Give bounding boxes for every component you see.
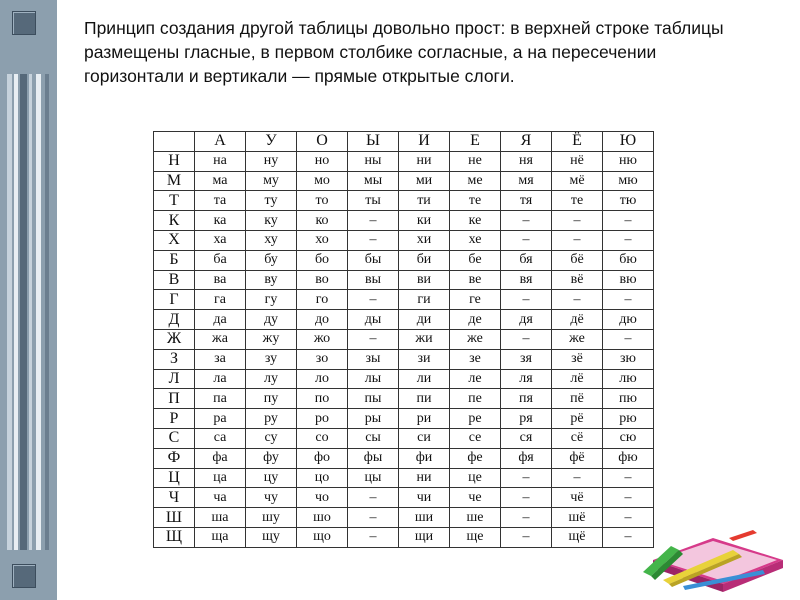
consonant-cell: С xyxy=(154,428,195,448)
syllable-cell: пе xyxy=(450,389,501,409)
syllable-cell: мю xyxy=(603,171,654,191)
syllable-cell: жа xyxy=(195,329,246,349)
table-row xyxy=(154,369,654,389)
syllable-cell: до xyxy=(297,310,348,330)
syllable-cell: бо xyxy=(297,250,348,270)
table-row xyxy=(154,508,654,528)
syllable-cell: вя xyxy=(501,270,552,290)
consonant-cell: К xyxy=(154,211,195,231)
syllable-cell: – xyxy=(348,329,399,349)
syllable-cell: – xyxy=(603,468,654,488)
syllable-cell: то xyxy=(297,191,348,211)
table-row xyxy=(154,527,654,547)
syllable-cell: пя xyxy=(501,389,552,409)
syllable-cell: дя xyxy=(501,310,552,330)
syllable-cell: чё xyxy=(552,488,603,508)
syllable-cell: тю xyxy=(603,191,654,211)
table-row xyxy=(154,191,654,211)
syllable-cell: – xyxy=(552,290,603,310)
table-row xyxy=(154,171,654,191)
syllable-cell: шё xyxy=(552,508,603,528)
table-row xyxy=(154,250,654,270)
syllable-cell: лё xyxy=(552,369,603,389)
syllable-cell: ми xyxy=(399,171,450,191)
syllable-cell: мы xyxy=(348,171,399,191)
syllable-cell: фя xyxy=(501,448,552,468)
syllable-cell: ти xyxy=(399,191,450,211)
sidebar-stripe xyxy=(7,74,12,550)
syllable-cell: чу xyxy=(246,488,297,508)
table-header-row xyxy=(154,132,654,152)
syllable-cell: шу xyxy=(246,508,297,528)
syllable-cell: зу xyxy=(246,349,297,369)
book-with-pencils-icon xyxy=(643,520,793,595)
consonant-cell: Г xyxy=(154,290,195,310)
syllable-cell: хо xyxy=(297,230,348,250)
syllable-cell: ды xyxy=(348,310,399,330)
syllable-cell: зе xyxy=(450,349,501,369)
table-row xyxy=(154,211,654,231)
syllable-cell: сё xyxy=(552,428,603,448)
table-row xyxy=(154,389,654,409)
syllable-cell: га xyxy=(195,290,246,310)
syllable-cell: пю xyxy=(603,389,654,409)
syllable-cell: ня xyxy=(501,151,552,171)
syllable-cell: бё xyxy=(552,250,603,270)
vowel-header: И xyxy=(399,132,450,152)
syllable-cell: бя xyxy=(501,250,552,270)
syllable-cell: ну xyxy=(246,151,297,171)
vowel-header: А xyxy=(195,132,246,152)
syllable-cell: ры xyxy=(348,409,399,429)
table-row xyxy=(154,310,654,330)
syllable-cell: ве xyxy=(450,270,501,290)
syllable-cell: ля xyxy=(501,369,552,389)
syllable-cell: – xyxy=(603,211,654,231)
syllable-cell: шо xyxy=(297,508,348,528)
syllable-cell: ву xyxy=(246,270,297,290)
syllable-cell: – xyxy=(348,527,399,547)
syllable-cell: пи xyxy=(399,389,450,409)
vowel-header: У xyxy=(246,132,297,152)
syllable-cell: зи xyxy=(399,349,450,369)
syllable-cell: ны xyxy=(348,151,399,171)
consonant-cell: Б xyxy=(154,250,195,270)
syllable-cell: вю xyxy=(603,270,654,290)
decorative-sidebar xyxy=(0,0,57,600)
syllable-cell: дю xyxy=(603,310,654,330)
syllable-cell: цы xyxy=(348,468,399,488)
syllable-cell: дё xyxy=(552,310,603,330)
syllable-cell: цу xyxy=(246,468,297,488)
syllable-cell: ро xyxy=(297,409,348,429)
syllable-cell: що xyxy=(297,527,348,547)
consonant-cell: Д xyxy=(154,310,195,330)
vowel-header: Я xyxy=(501,132,552,152)
syllable-cell: бу xyxy=(246,250,297,270)
syllable-cell: щи xyxy=(399,527,450,547)
syllable-cell: – xyxy=(501,527,552,547)
syllable-cell: ча xyxy=(195,488,246,508)
consonant-cell: Л xyxy=(154,369,195,389)
syllable-cell: ря xyxy=(501,409,552,429)
syllable-cell: ты xyxy=(348,191,399,211)
syllable-cell: тя xyxy=(501,191,552,211)
syllable-cell: – xyxy=(552,230,603,250)
syllable-cell: фё xyxy=(552,448,603,468)
sidebar-stripe xyxy=(20,74,27,550)
syllable-cell: си xyxy=(399,428,450,448)
table-row xyxy=(154,468,654,488)
syllable-cell: хе xyxy=(450,230,501,250)
syllable-cell: – xyxy=(501,290,552,310)
syllable-cell: рю xyxy=(603,409,654,429)
syllable-cell: – xyxy=(603,527,654,547)
syllable-cell: зы xyxy=(348,349,399,369)
syllable-cell: за xyxy=(195,349,246,369)
consonant-cell: П xyxy=(154,389,195,409)
syllable-cell: ги xyxy=(399,290,450,310)
syllable-cell: ли xyxy=(399,369,450,389)
syllable-cell: – xyxy=(501,211,552,231)
syllable-cell: чи xyxy=(399,488,450,508)
syllable-cell: – xyxy=(603,488,654,508)
syllable-cell: зю xyxy=(603,349,654,369)
syllable-cell: бю xyxy=(603,250,654,270)
table-row xyxy=(154,488,654,508)
syllable-cell: су xyxy=(246,428,297,448)
sidebar-square-bottom xyxy=(12,564,36,588)
table-row xyxy=(154,448,654,468)
syllable-cell: фу xyxy=(246,448,297,468)
vowel-header: Ы xyxy=(348,132,399,152)
syllable-cell: ге xyxy=(450,290,501,310)
consonant-cell: Х xyxy=(154,230,195,250)
consonant-cell: Т xyxy=(154,191,195,211)
syllable-cell: ри xyxy=(399,409,450,429)
syllable-cell: ту xyxy=(246,191,297,211)
table-row xyxy=(154,151,654,171)
syllable-cell: – xyxy=(603,508,654,528)
table-body xyxy=(154,151,654,547)
syllable-cell: но xyxy=(297,151,348,171)
syllable-cell: фо xyxy=(297,448,348,468)
syllable-cell: ба xyxy=(195,250,246,270)
intro-paragraph: Принцип создания другой таблицы довольно прост: в верхней строке таблицы размещены гласные, в первом столбике согласные, а на пересечении горизонтали и вертикали — прямые открытые слоги. xyxy=(84,18,724,86)
syllable-cell: лу xyxy=(246,369,297,389)
syllable-cell: ди xyxy=(399,310,450,330)
consonant-cell: Ч xyxy=(154,488,195,508)
syllable-cell: – xyxy=(348,508,399,528)
syllable-cell: та xyxy=(195,191,246,211)
syllable-cell: пё xyxy=(552,389,603,409)
syllable-cell: ка xyxy=(195,211,246,231)
syllable-cell: нё xyxy=(552,151,603,171)
syllable-cell: ке xyxy=(450,211,501,231)
table-corner-cell xyxy=(154,132,195,152)
syllable-cell: фе xyxy=(450,448,501,468)
syllable-cell: ме xyxy=(450,171,501,191)
syllable-cell: жу xyxy=(246,329,297,349)
syllable-cell: зя xyxy=(501,349,552,369)
syllable-cell: – xyxy=(501,230,552,250)
table-row xyxy=(154,270,654,290)
syllable-cell: лы xyxy=(348,369,399,389)
syllable-cell: жи xyxy=(399,329,450,349)
syllable-cell: на xyxy=(195,151,246,171)
syllable-cell: щё xyxy=(552,527,603,547)
sidebar-stripe xyxy=(45,74,49,550)
sidebar-stripe xyxy=(36,74,41,550)
syllable-cell: хи xyxy=(399,230,450,250)
syllable-cell: ду xyxy=(246,310,297,330)
syllable-cell: пу xyxy=(246,389,297,409)
syllable-cell: са xyxy=(195,428,246,448)
syllable-cell: сю xyxy=(603,428,654,448)
syllable-cell: ша xyxy=(195,508,246,528)
syllable-cell: не xyxy=(450,151,501,171)
syllable-cell: ва xyxy=(195,270,246,290)
syllable-cell: ви xyxy=(399,270,450,290)
syllable-cell: да xyxy=(195,310,246,330)
syllable-cell: го xyxy=(297,290,348,310)
syllable-cell: фа xyxy=(195,448,246,468)
syllable-cell: – xyxy=(603,290,654,310)
syllable-cell: мё xyxy=(552,171,603,191)
syllable-cell: пы xyxy=(348,389,399,409)
syllable-cell: мо xyxy=(297,171,348,191)
syllable-table xyxy=(153,131,654,548)
syllable-cell: ла xyxy=(195,369,246,389)
syllable-cell: ру xyxy=(246,409,297,429)
syllable-cell: чо xyxy=(297,488,348,508)
syllable-cell: щу xyxy=(246,527,297,547)
syllable-cell: ши xyxy=(399,508,450,528)
syllable-cell: – xyxy=(348,488,399,508)
vowel-header: Ю xyxy=(603,132,654,152)
consonant-cell: В xyxy=(154,270,195,290)
table-row xyxy=(154,290,654,310)
consonant-cell: М xyxy=(154,171,195,191)
syllable-cell: де xyxy=(450,310,501,330)
syllable-cell: по xyxy=(297,389,348,409)
consonant-cell: Н xyxy=(154,151,195,171)
syllable-cell: зо xyxy=(297,349,348,369)
syllable-cell: – xyxy=(501,488,552,508)
syllable-cell: му xyxy=(246,171,297,191)
syllable-cell: сы xyxy=(348,428,399,448)
syllable-cell: ле xyxy=(450,369,501,389)
syllable-cell: ща xyxy=(195,527,246,547)
consonant-cell: Ц xyxy=(154,468,195,488)
syllable-cell: те xyxy=(450,191,501,211)
syllable-cell: ше xyxy=(450,508,501,528)
syllable-cell: фы xyxy=(348,448,399,468)
syllable-cell: ца xyxy=(195,468,246,488)
vowel-header: Ё xyxy=(552,132,603,152)
syllable-cell: – xyxy=(348,290,399,310)
syllable-cell: фи xyxy=(399,448,450,468)
syllable-cell: – xyxy=(552,211,603,231)
syllable-cell: ха xyxy=(195,230,246,250)
table-row xyxy=(154,409,654,429)
syllable-cell: – xyxy=(501,508,552,528)
syllable-cell: – xyxy=(348,211,399,231)
sidebar-square-top xyxy=(12,11,36,35)
syllable-cell: со xyxy=(297,428,348,448)
syllable-cell: – xyxy=(501,468,552,488)
syllable-cell: ню xyxy=(603,151,654,171)
syllable-cell: че xyxy=(450,488,501,508)
consonant-cell: Ф xyxy=(154,448,195,468)
syllable-cell: лю xyxy=(603,369,654,389)
table-row xyxy=(154,230,654,250)
syllable-cell: – xyxy=(603,230,654,250)
syllable-cell: – xyxy=(552,468,603,488)
consonant-cell: Щ xyxy=(154,527,195,547)
consonant-cell: З xyxy=(154,349,195,369)
sidebar-stripe xyxy=(14,74,18,550)
syllable-cell: вы xyxy=(348,270,399,290)
syllable-cell: мя xyxy=(501,171,552,191)
syllable-cell: би xyxy=(399,250,450,270)
syllable-cell: ху xyxy=(246,230,297,250)
syllable-cell: – xyxy=(348,230,399,250)
table-row xyxy=(154,349,654,369)
syllable-cell: ся xyxy=(501,428,552,448)
syllable-cell: ки xyxy=(399,211,450,231)
syllable-cell: те xyxy=(552,191,603,211)
syllable-cell: ку xyxy=(246,211,297,231)
syllable-cell: во xyxy=(297,270,348,290)
consonant-cell: Ж xyxy=(154,329,195,349)
consonant-cell: Ш xyxy=(154,508,195,528)
syllable-cell: цо xyxy=(297,468,348,488)
syllable-cell: – xyxy=(501,329,552,349)
syllable-cell: це xyxy=(450,468,501,488)
syllable-cell: бы xyxy=(348,250,399,270)
syllable-cell: фю xyxy=(603,448,654,468)
syllable-cell: па xyxy=(195,389,246,409)
syllable-cell: ни xyxy=(399,468,450,488)
vowel-header: Е xyxy=(450,132,501,152)
sidebar-stripe xyxy=(29,74,32,550)
syllable-cell: ни xyxy=(399,151,450,171)
syllable-cell: же xyxy=(552,329,603,349)
syllable-cell: вё xyxy=(552,270,603,290)
syllable-cell: ко xyxy=(297,211,348,231)
syllable-cell: же xyxy=(450,329,501,349)
vowel-header: О xyxy=(297,132,348,152)
syllable-cell: ра xyxy=(195,409,246,429)
consonant-cell: Р xyxy=(154,409,195,429)
syllable-cell: – xyxy=(603,329,654,349)
syllable-cell: ще xyxy=(450,527,501,547)
syllable-cell: бе xyxy=(450,250,501,270)
syllable-cell: гу xyxy=(246,290,297,310)
syllable-cell: ре xyxy=(450,409,501,429)
table-row xyxy=(154,428,654,448)
table-row xyxy=(154,329,654,349)
syllable-cell: жо xyxy=(297,329,348,349)
syllable-cell: ма xyxy=(195,171,246,191)
syllable-cell: рё xyxy=(552,409,603,429)
syllable-cell: ло xyxy=(297,369,348,389)
syllable-cell: зё xyxy=(552,349,603,369)
syllable-cell: се xyxy=(450,428,501,448)
